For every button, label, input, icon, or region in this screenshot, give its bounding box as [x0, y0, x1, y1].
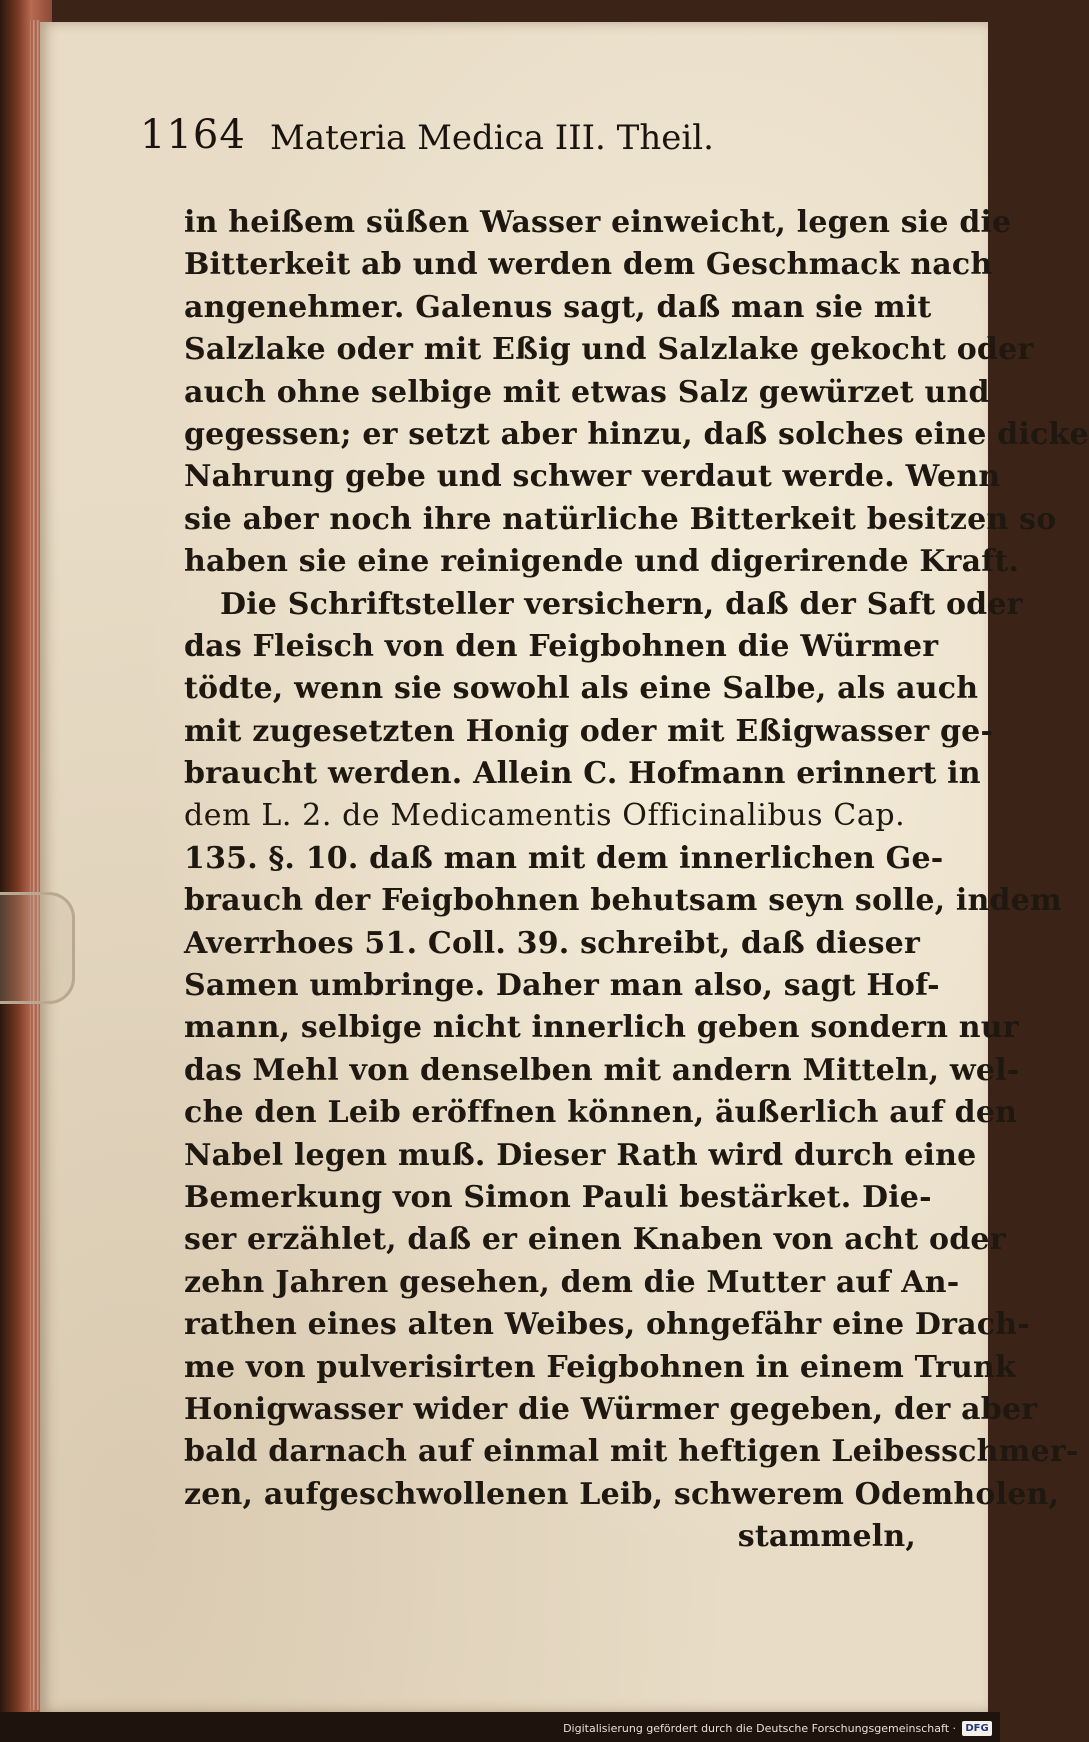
footer-bar	[0, 1712, 1000, 1742]
text-line: ser erzählet, daß er einen Knaben von acht oder	[184, 1222, 1006, 1258]
text-line: das Fleisch von den Feigbohnen die Würmer	[184, 628, 939, 664]
text-line: Bemerkung von Simon Pauli bestärket. Die-	[184, 1179, 932, 1215]
page-header	[140, 112, 940, 172]
text-line: bald darnach auf einmal mit heftigen Leibesschmer-	[184, 1434, 1079, 1470]
text-line: in heißem süßen Wasser einweicht, legen sie die	[184, 205, 1012, 240]
text-line: Die Schriftsteller versichern, daß der Saft oder	[220, 586, 1023, 622]
text-line: dem L. 2. de Medicamentis Officinalibus Cap.	[184, 798, 906, 834]
text-line: Honigwasser wider die Würmer gegeben, der aber	[184, 1391, 1038, 1427]
text-line: rathen eines alten Weibes, ohngefähr eine Drach-	[184, 1307, 1030, 1343]
text-line: mit zugesetzten Honig oder mit Eßigwasser ge-	[184, 713, 994, 749]
text-line: brauch der Feigbohnen behutsam seyn solle, indem	[184, 883, 1062, 919]
text-line: Samen umbringe. Daher man also, sagt Hof-	[184, 968, 940, 1004]
text-line: tödte, wenn sie sowohl als eine Salbe, als auch	[184, 671, 979, 707]
page-edges	[30, 20, 40, 1710]
running-head: Materia Medica III. Theil.	[270, 118, 714, 158]
text-line: che den Leib eröffnen können, äußerlich auf den	[184, 1095, 1018, 1131]
text-line: braucht werden. Allein C. Hofmann erinnert in	[184, 756, 981, 792]
text-line: zehn Jahren gesehen, dem die Mutter auf An-	[184, 1264, 960, 1300]
text-line: Bitterkeit ab und werden dem Geschmack nach	[184, 247, 993, 283]
text-line: das Mehl von denselben mit andern Mitteln, wel-	[184, 1052, 1020, 1088]
text-line: zen, aufgeschwollenen Leib, schwerem Odemholen,	[184, 1476, 1060, 1512]
text-line: Averrhoes 51. Coll. 39. schreibt, daß dieser	[184, 925, 920, 961]
page-clip	[0, 892, 75, 1004]
dfg-logo-icon: DFG	[962, 1721, 992, 1736]
text-line: Nahrung gebe und schwer verdaut werde. Wenn	[184, 459, 1001, 495]
text-line: 135. §. 10. daß man mit dem innerlichen Ge-	[184, 840, 944, 876]
text-line: me von pulverisirten Feigbohnen in einem Trunk	[184, 1349, 1017, 1385]
text-line: sie aber noch ihre natürliche Bitterkeit besitzen so	[184, 501, 1057, 537]
body-text	[184, 202, 1089, 1559]
text-line: Salzlake oder mit Eßig und Salzlake gekocht oder	[184, 332, 1034, 368]
catchword: stammeln,	[737, 1519, 916, 1555]
text-line: gegessen; er setzt aber hinzu, daß solches eine dicke	[184, 416, 1089, 452]
text-line: haben sie eine reinigende und digerirende Kraft.	[184, 544, 1020, 580]
page-number: 1164	[140, 112, 246, 158]
text-line: auch ohne selbige mit etwas Salz gewürzet und	[184, 374, 990, 410]
text-line: mann, selbige nicht innerlich geben sondern nur	[184, 1010, 1019, 1046]
text-line: angenehmer. Galenus sagt, daß man sie mit	[184, 289, 932, 325]
text-line: Nabel legen muß. Dieser Rath wird durch eine	[184, 1137, 977, 1173]
digitization-credit: Digitalisierung gefördert durch die Deutsche Forschungsgemeinschaft ·	[563, 1722, 956, 1735]
